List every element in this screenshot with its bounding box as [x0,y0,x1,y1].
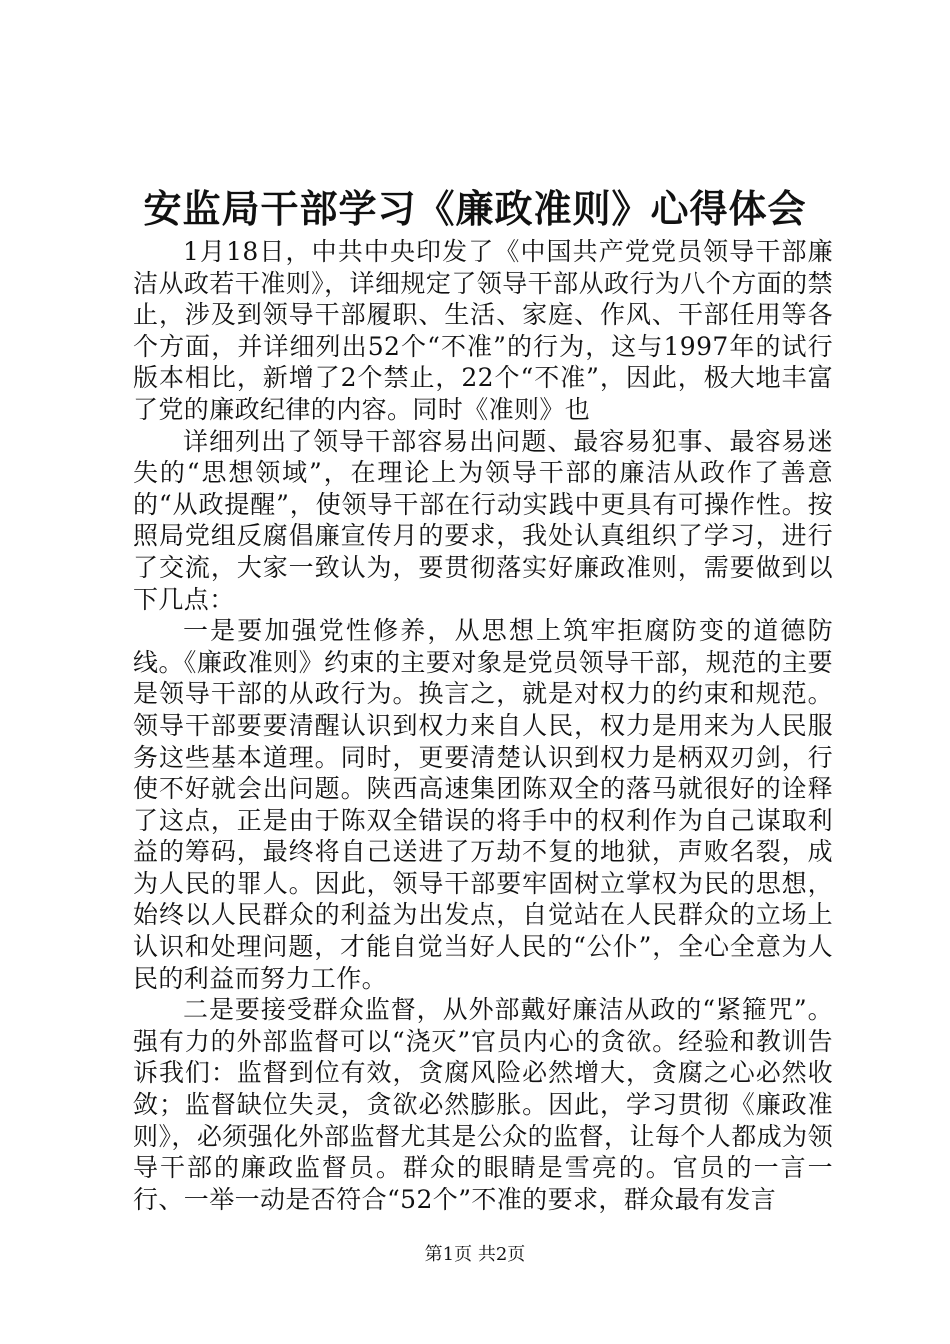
document-body [133,236,833,1215]
paragraph-point-one: 一是要加强党性修养，从思想上筑牢拒腐防变的道德防线。《廉政准则》约束的主要对象是党员领导干部，规范的主要是领导干部的从政行为。换言之，就是对权力的约束和规范。领导干部要要清醒认识到权力来自人民，权力是用来为人民服务这些基本道理。同时，更要清楚认识到权力是柄双刃剑，行使不好就会出问题。陕西高速集团陈双全的落马就很好的诠释了这点，正是由于陈双全错误的将手中的权利作为自己谋取利益的筹码，最终将自己送进了万劫不复的地狱，声败名裂，成为人民的罪人。因此，领导干部要牢固树立掌权为民的思想，始终以人民群众的利益为出发点，自觉站在人民群众的立场上认识和处理问题，才能自觉当好人民的“公仆”，全心全意为人民的利益而努力工作。 [133,616,833,993]
paragraph-intro: 1月18日，中共中央印发了《中国共产党党员领导干部廉洁从政若干准则》，详细规定了领导干部从政行为八个方面的禁止，涉及到领导干部履职、生活、家庭、作风、干部任用等各个方面，并详细列出52个“不准”的行为，这与1997年的试行版本相比，新增了2个禁止，22个“不准”，因此，极大地丰富了党的廉政纪律的内容。同时《准则》也 [133,237,833,424]
document-title: 安监局干部学习《廉政准则》心得体会 [143,186,807,231]
page-footer: 第1页 共2页 [424,1244,526,1265]
paragraph-study-summary: 详细列出了领导干部容易出问题、最容易犯事、最容易迷失的“思想领域”，在理论上为领导干部的廉洁从政作了善意的“从政提醒”，使领导干部在行动实践中更具有可操作性。按照局党组反腐倡廉宣传月的要求，我处认真组织了学习，进行了交流，大家一致认为，要贯彻落实好廉政准则，需要做到以下几点： [133,426,833,614]
paragraph-point-two: 二是要接受群众监督，从外部戴好廉洁从政的“紧箍咒”。强有力的外部监督可以“浇灭”官员内心的贪欲。经验和教训告诉我们：监督到位有效，贪腐风险必然增大，贪腐之心必然收敛；监督缺位失灵，贪欲必然膨胀。因此，学习贯彻《廉政准则》，必须强化外部监督尤其是公众的监督，让每个人都成为领导干部的廉政监督员。群众的眼睛是雪亮的。官员的一言一行、一举一动是否符合“52个”不准的要求，群众最有发言 [133,995,833,1214]
